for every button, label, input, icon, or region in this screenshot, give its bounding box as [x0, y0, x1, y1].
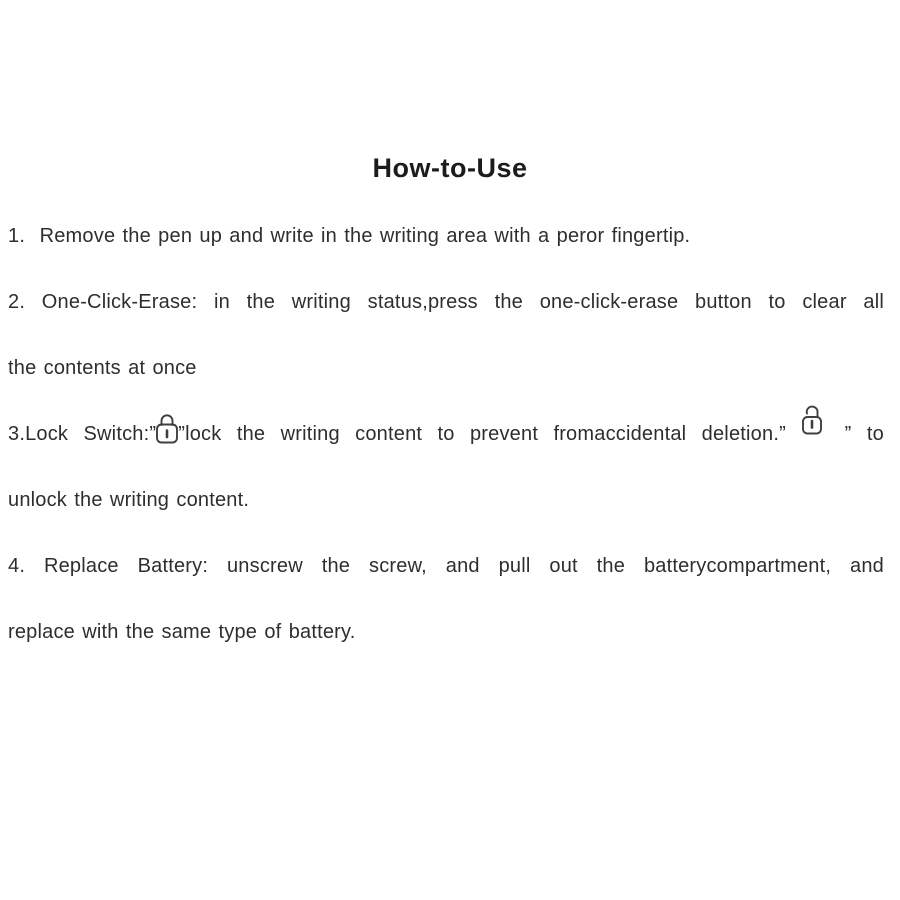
instruction-step-4-line-2: replace with the same type of battery. [8, 621, 356, 643]
instruction-step-3-line-2: unlock the writing content. [8, 489, 250, 511]
lock-switch-text-post: ” to [829, 423, 884, 445]
lock-closed-icon [156, 411, 178, 444]
instruction-step-1: 1. Remove the pen up and write in the writing area with a peror fingertip. [8, 225, 691, 247]
lock-switch-text-pre: 3.Lock Switch:” [8, 423, 157, 445]
lock-switch-text-mid: ”lock the writing content to prevent fromaccidental deletion.” [178, 423, 802, 445]
page-title: How-to-Use [372, 153, 528, 183]
instruction-step-2-line-1: 2. One-Click-Erase: in the writing status,press the one-click-erase button to clear all [8, 291, 884, 313]
instructions [8, 203, 884, 665]
instruction-step-3-line-1 [8, 401, 884, 467]
lock-open-icon [802, 404, 828, 435]
instruction-step-2-line-2: the contents at once [8, 357, 197, 379]
instruction-step-4-line-1: 4. Replace Battery: unscrew the screw, and pull out the batterycompartment, and [8, 555, 884, 577]
